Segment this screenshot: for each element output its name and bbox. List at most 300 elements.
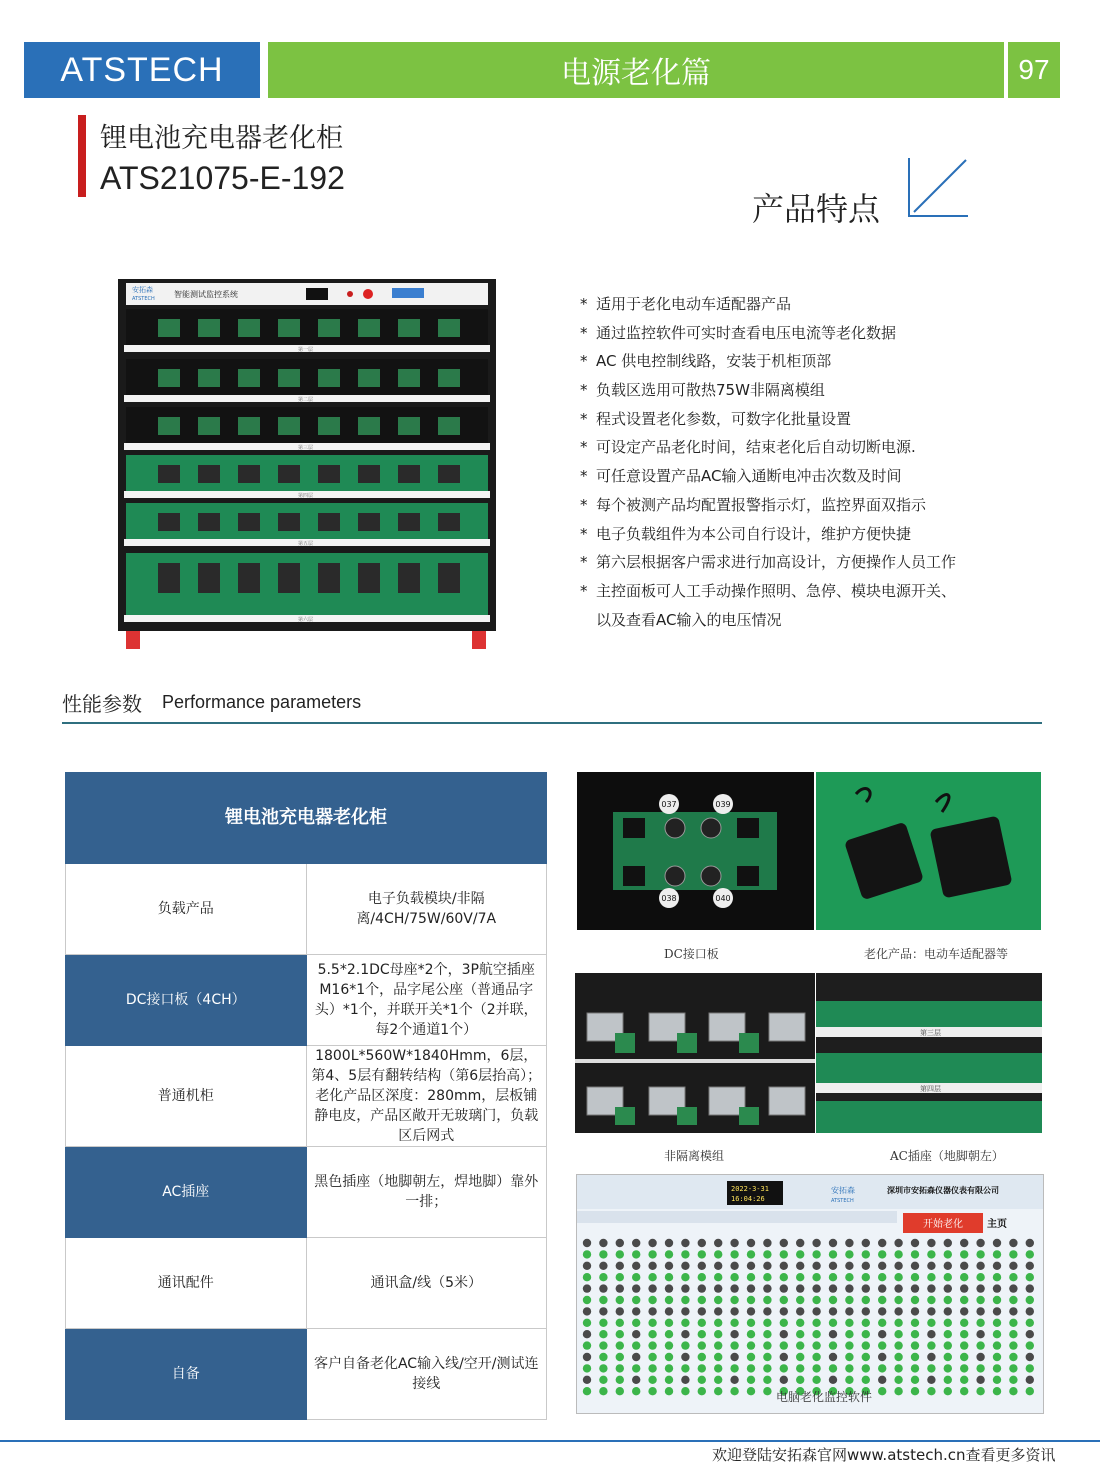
status-led — [632, 1239, 640, 1247]
feature-continuation: 以及查看AC输入的电压情况 — [596, 610, 782, 629]
feature-item — [580, 290, 1060, 319]
status-led — [812, 1364, 820, 1372]
status-led — [730, 1364, 738, 1372]
status-led — [747, 1239, 755, 1247]
table-row — [66, 1238, 547, 1329]
software-date: 2022-3-31 — [731, 1185, 769, 1193]
status-led — [632, 1262, 640, 1270]
status-led — [648, 1364, 656, 1372]
status-led — [698, 1387, 706, 1395]
bullet-icon: * — [580, 467, 588, 486]
status-led — [632, 1284, 640, 1292]
shelf-label: 第三层 — [298, 445, 314, 451]
status-led — [862, 1262, 870, 1270]
perf-divider — [62, 722, 1042, 724]
row-label: 通讯配件 — [66, 1238, 307, 1329]
status-led — [812, 1284, 820, 1292]
status-led — [648, 1239, 656, 1247]
status-led — [780, 1262, 788, 1270]
software-brand-cn: 安拓森 — [831, 1186, 855, 1195]
status-led — [599, 1353, 607, 1361]
status-led — [862, 1307, 870, 1315]
status-led — [829, 1284, 837, 1292]
status-led — [993, 1284, 1001, 1292]
shelf-label: 第三层 — [920, 1029, 941, 1037]
status-led — [599, 1330, 607, 1338]
status-led — [632, 1307, 640, 1315]
status-led — [976, 1296, 984, 1304]
status-led — [976, 1284, 984, 1292]
status-led — [780, 1341, 788, 1349]
status-led — [944, 1250, 952, 1258]
shelf-label: 第二层 — [298, 397, 314, 403]
status-led — [698, 1319, 706, 1327]
status-led — [927, 1273, 935, 1281]
status-led — [681, 1364, 689, 1372]
status-led — [616, 1364, 624, 1372]
status-led — [599, 1239, 607, 1247]
status-led-grid — [583, 1239, 1034, 1396]
status-led — [747, 1341, 755, 1349]
status-led — [862, 1273, 870, 1281]
status-led — [616, 1353, 624, 1361]
status-led — [894, 1250, 902, 1258]
status-led — [993, 1341, 1001, 1349]
status-led — [796, 1307, 804, 1315]
status-led — [993, 1319, 1001, 1327]
status-led — [878, 1239, 886, 1247]
status-led — [714, 1364, 722, 1372]
status-led — [993, 1250, 1001, 1258]
row-label: 普通机柜 — [66, 1046, 307, 1147]
status-led — [665, 1330, 673, 1338]
feature-text: AC 供电控制线路，安装于机柜顶部 — [596, 352, 832, 371]
status-led — [993, 1262, 1001, 1270]
status-led — [747, 1284, 755, 1292]
status-led — [763, 1273, 771, 1281]
status-led — [714, 1307, 722, 1315]
status-led — [829, 1319, 837, 1327]
status-led — [976, 1239, 984, 1247]
status-led — [730, 1376, 738, 1384]
status-led — [763, 1296, 771, 1304]
status-led — [812, 1239, 820, 1247]
status-led — [583, 1364, 591, 1372]
shelf-label: 第六层 — [298, 617, 314, 623]
shelf-label: 第四层 — [920, 1085, 941, 1093]
status-led — [665, 1296, 673, 1304]
feature-text: 主控面板可人工手动操作照明、急停、模块电源开关、 — [596, 581, 957, 600]
row-label: DC接口板（4CH） — [66, 955, 307, 1046]
status-led — [960, 1250, 968, 1258]
status-led — [763, 1319, 771, 1327]
status-led — [763, 1284, 771, 1292]
status-led — [780, 1296, 788, 1304]
status-led — [763, 1353, 771, 1361]
feature-text: 负载区选用可散热75W非隔离模组 — [596, 381, 825, 400]
status-led — [812, 1330, 820, 1338]
cabinet-shelf — [124, 553, 490, 623]
status-led — [1009, 1376, 1017, 1384]
status-led — [993, 1376, 1001, 1384]
status-led — [960, 1273, 968, 1281]
status-led — [862, 1319, 870, 1327]
status-led — [583, 1273, 591, 1281]
status-led — [862, 1296, 870, 1304]
status-led — [845, 1307, 853, 1315]
status-led — [976, 1353, 984, 1361]
status-led — [862, 1239, 870, 1247]
status-led — [632, 1376, 640, 1384]
dc-board-caption: DC接口板 — [664, 947, 719, 961]
status-led — [796, 1296, 804, 1304]
status-led — [976, 1273, 984, 1281]
status-led — [616, 1387, 624, 1395]
status-led — [599, 1273, 607, 1281]
status-led — [730, 1341, 738, 1349]
status-led — [878, 1341, 886, 1349]
row-label: AC插座 — [66, 1147, 307, 1238]
status-led — [632, 1250, 640, 1258]
status-led — [648, 1250, 656, 1258]
feature-text: 第六层根据客户需求进行加高设计，方便操作人员工作 — [596, 553, 957, 572]
status-led — [944, 1353, 952, 1361]
status-led — [796, 1284, 804, 1292]
status-led — [599, 1364, 607, 1372]
status-led — [829, 1273, 837, 1281]
status-led — [583, 1376, 591, 1384]
status-led — [960, 1341, 968, 1349]
status-led — [780, 1307, 788, 1315]
features-title: 产品特点 — [752, 190, 881, 228]
status-led — [976, 1376, 984, 1384]
status-led — [1009, 1364, 1017, 1372]
row-value: 黑色插座（地脚朝左，焊地脚）靠外一排； — [306, 1147, 547, 1238]
status-led — [698, 1284, 706, 1292]
status-led — [911, 1273, 919, 1281]
status-led — [632, 1296, 640, 1304]
status-led — [714, 1239, 722, 1247]
software-screenshot — [576, 1174, 1044, 1414]
channel-label: 040 — [715, 894, 731, 903]
status-led — [648, 1284, 656, 1292]
status-led — [632, 1319, 640, 1327]
status-led — [894, 1376, 902, 1384]
status-led — [763, 1376, 771, 1384]
status-led — [681, 1296, 689, 1304]
status-led — [780, 1273, 788, 1281]
status-led — [1009, 1353, 1017, 1361]
feature-text: 通过监控软件可实时查看电压电流等老化数据 — [596, 323, 897, 342]
ac-socket-photo — [816, 973, 1042, 1133]
status-led — [993, 1273, 1001, 1281]
status-led — [878, 1307, 886, 1315]
status-led — [976, 1262, 984, 1270]
status-led — [911, 1376, 919, 1384]
status-led — [845, 1353, 853, 1361]
status-led — [583, 1296, 591, 1304]
module-photo — [575, 973, 815, 1133]
status-led — [829, 1330, 837, 1338]
status-led — [714, 1330, 722, 1338]
status-led — [911, 1319, 919, 1327]
status-led — [714, 1262, 722, 1270]
status-led — [911, 1284, 919, 1292]
status-led — [862, 1330, 870, 1338]
cabinet-shelf — [124, 359, 490, 403]
status-led — [780, 1284, 788, 1292]
status-led — [747, 1319, 755, 1327]
status-led — [648, 1330, 656, 1338]
status-led — [730, 1273, 738, 1281]
status-led — [714, 1353, 722, 1361]
status-led — [960, 1330, 968, 1338]
status-led — [976, 1364, 984, 1372]
status-led — [878, 1353, 886, 1361]
features-list — [580, 290, 1060, 634]
status-led — [845, 1296, 853, 1304]
status-led — [583, 1330, 591, 1338]
status-led — [911, 1262, 919, 1270]
status-led — [829, 1239, 837, 1247]
status-led — [583, 1307, 591, 1315]
status-led — [1026, 1307, 1034, 1315]
status-led — [747, 1364, 755, 1372]
status-led — [681, 1387, 689, 1395]
status-led — [665, 1250, 673, 1258]
page-number-box — [1008, 42, 1060, 98]
status-led — [812, 1262, 820, 1270]
status-led — [894, 1239, 902, 1247]
product-name: 锂电池充电器老化柜 — [100, 123, 343, 154]
status-led — [681, 1319, 689, 1327]
status-led — [681, 1341, 689, 1349]
status-led — [862, 1284, 870, 1292]
status-led — [714, 1319, 722, 1327]
status-led — [812, 1296, 820, 1304]
status-led — [763, 1341, 771, 1349]
status-led — [796, 1341, 804, 1349]
brand-text: ATSTECH — [60, 50, 224, 89]
status-led — [616, 1239, 624, 1247]
status-led — [698, 1376, 706, 1384]
status-led — [681, 1376, 689, 1384]
status-led — [730, 1284, 738, 1292]
status-led — [960, 1307, 968, 1315]
status-led — [911, 1250, 919, 1258]
status-led — [812, 1376, 820, 1384]
status-led — [894, 1387, 902, 1395]
bullet-icon: * — [580, 438, 588, 457]
status-led — [944, 1262, 952, 1270]
status-led — [911, 1353, 919, 1361]
status-led — [894, 1262, 902, 1270]
status-led — [714, 1387, 722, 1395]
status-led — [1009, 1319, 1017, 1327]
bullet-icon: * — [580, 553, 588, 572]
status-led — [763, 1330, 771, 1338]
status-led — [960, 1364, 968, 1372]
status-led — [812, 1307, 820, 1315]
status-led — [960, 1319, 968, 1327]
status-led — [665, 1239, 673, 1247]
status-led — [714, 1273, 722, 1281]
status-led — [632, 1330, 640, 1338]
status-led — [845, 1330, 853, 1338]
status-led — [944, 1376, 952, 1384]
status-led — [616, 1330, 624, 1338]
status-led — [648, 1319, 656, 1327]
status-led — [976, 1341, 984, 1349]
status-led — [976, 1387, 984, 1395]
status-led — [944, 1364, 952, 1372]
status-led — [796, 1319, 804, 1327]
status-led — [1009, 1262, 1017, 1270]
status-led — [648, 1353, 656, 1361]
status-led — [780, 1330, 788, 1338]
status-led — [812, 1273, 820, 1281]
status-led — [1026, 1376, 1034, 1384]
shelf-label: 第五层 — [298, 541, 314, 547]
row-value: 通讯盒/线（5米） — [306, 1238, 547, 1329]
status-led — [698, 1330, 706, 1338]
bullet-icon: * — [580, 323, 588, 342]
status-led — [1009, 1273, 1017, 1281]
section-title: 电源老化篇 — [561, 56, 711, 91]
table-row — [66, 1046, 547, 1147]
status-led — [845, 1262, 853, 1270]
status-led — [993, 1353, 1001, 1361]
status-led — [845, 1364, 853, 1372]
cabinet-brand-cn: 安拓森 — [132, 286, 153, 294]
status-led — [665, 1262, 673, 1270]
status-led — [599, 1250, 607, 1258]
status-led — [894, 1330, 902, 1338]
module-caption: 非隔离模组 — [664, 1149, 725, 1163]
status-led — [845, 1239, 853, 1247]
status-led — [681, 1353, 689, 1361]
status-led — [796, 1364, 804, 1372]
status-led — [796, 1262, 804, 1270]
feature-item — [580, 577, 1060, 606]
status-led — [911, 1364, 919, 1372]
page-number: 97 — [1018, 54, 1050, 85]
status-led — [714, 1341, 722, 1349]
status-led — [845, 1376, 853, 1384]
cabinet-panel-title: 智能测试监控系统 — [174, 290, 238, 299]
status-led — [681, 1262, 689, 1270]
status-led — [927, 1250, 935, 1258]
status-led — [829, 1296, 837, 1304]
status-led — [698, 1262, 706, 1270]
status-led — [944, 1307, 952, 1315]
status-led — [976, 1307, 984, 1315]
status-led — [714, 1376, 722, 1384]
status-led — [878, 1262, 886, 1270]
status-led — [812, 1341, 820, 1349]
status-led — [1009, 1239, 1017, 1247]
status-led — [1026, 1296, 1034, 1304]
status-led — [648, 1262, 656, 1270]
status-led — [616, 1376, 624, 1384]
status-led — [616, 1250, 624, 1258]
table-row — [66, 955, 547, 1046]
feature-item — [580, 548, 1060, 577]
status-led — [665, 1319, 673, 1327]
status-led — [796, 1239, 804, 1247]
table-row — [66, 864, 547, 955]
status-led — [960, 1387, 968, 1395]
status-led — [698, 1341, 706, 1349]
status-led — [698, 1250, 706, 1258]
status-led — [976, 1330, 984, 1338]
status-led — [878, 1364, 886, 1372]
brand-logo-bar — [24, 42, 260, 98]
perf-title-cn: 性能参数 — [62, 692, 142, 716]
status-led — [616, 1284, 624, 1292]
footer-text: 欢迎登陆安拓森官网www.atstech.cn查看更多资讯 — [712, 1446, 1056, 1464]
bullet-icon: * — [580, 524, 588, 543]
status-led — [698, 1239, 706, 1247]
shelf-label: 第一层 — [298, 347, 314, 353]
status-led — [747, 1273, 755, 1281]
status-led — [1026, 1387, 1034, 1395]
feature-text: 程式设置老化参数，可数字化批量设置 — [596, 409, 852, 428]
status-led — [599, 1387, 607, 1395]
bullet-icon: * — [580, 352, 588, 371]
start-aging-button: 开始老化 — [923, 1219, 963, 1230]
status-led — [1026, 1364, 1034, 1372]
status-led — [1009, 1284, 1017, 1292]
status-led — [599, 1262, 607, 1270]
status-led — [698, 1296, 706, 1304]
feature-text: 可设定产品老化时间，结束老化后自动切断电源. — [596, 438, 916, 457]
status-led — [747, 1307, 755, 1315]
status-led — [665, 1387, 673, 1395]
status-led — [599, 1296, 607, 1304]
status-led — [648, 1387, 656, 1395]
status-led — [927, 1341, 935, 1349]
status-led — [583, 1387, 591, 1395]
status-led — [780, 1239, 788, 1247]
status-led — [763, 1307, 771, 1315]
status-led — [583, 1341, 591, 1349]
status-led — [829, 1364, 837, 1372]
status-led — [714, 1296, 722, 1304]
status-led — [862, 1341, 870, 1349]
status-led — [993, 1307, 1001, 1315]
cabinet-brand-en: ATSTECH — [132, 296, 155, 302]
status-led — [1026, 1262, 1034, 1270]
status-led — [944, 1319, 952, 1327]
status-led — [862, 1353, 870, 1361]
status-led — [927, 1296, 935, 1304]
status-led — [944, 1330, 952, 1338]
status-led — [878, 1319, 886, 1327]
status-led — [698, 1273, 706, 1281]
status-led — [747, 1376, 755, 1384]
status-led — [616, 1319, 624, 1327]
status-led — [960, 1262, 968, 1270]
status-led — [878, 1387, 886, 1395]
status-led — [796, 1330, 804, 1338]
status-led — [780, 1376, 788, 1384]
bullet-icon: * — [580, 495, 588, 514]
status-led — [927, 1353, 935, 1361]
status-led — [648, 1341, 656, 1349]
status-led — [829, 1250, 837, 1258]
status-led — [812, 1353, 820, 1361]
